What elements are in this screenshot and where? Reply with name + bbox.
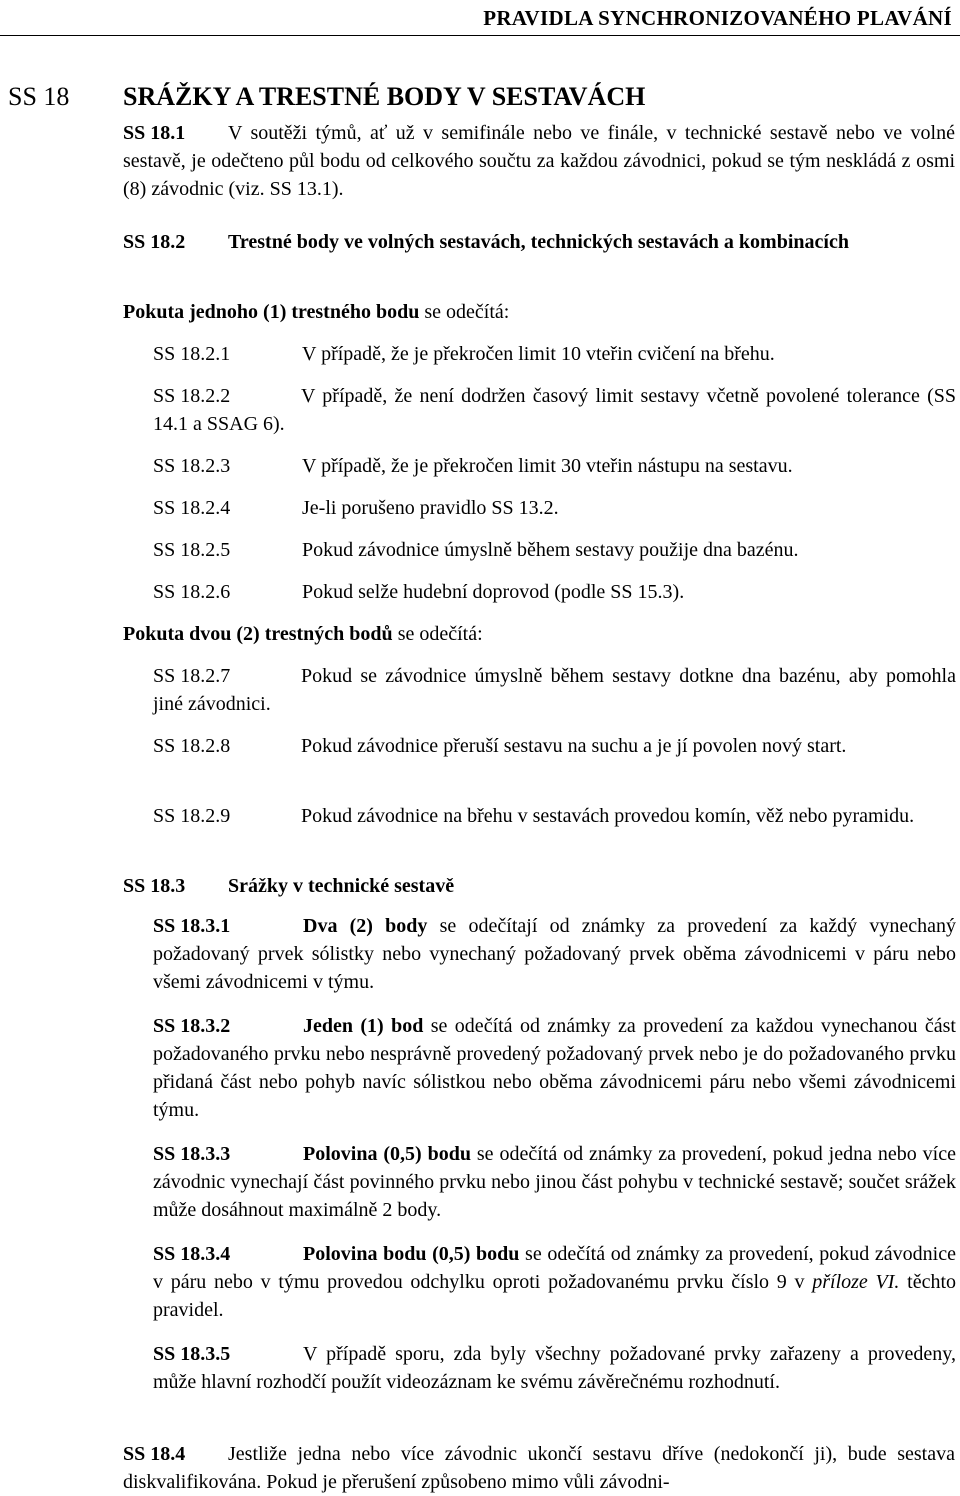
section-title: Trestné body ve volných sestavách, technických sestavách a kombinacích bbox=[228, 231, 849, 253]
section-text: Jestliže jedna nebo více závodnic ukončí sestavu dříve (nedokončí ji), bude sestava diskvalifikována. Pokud je přerušení způsobeno mimo vůli závodni- bbox=[123, 1443, 955, 1493]
page-header: PRAVIDLA SYNCHRONIZOVANÉHO PLAVÁNÍ bbox=[483, 6, 952, 30]
section-number: SS 18.1 bbox=[123, 122, 186, 144]
rule-18-2-2: SS 18.2.2 V případě, že není dodržen časový limit sestavy včetně povolené tolerance (SS 14.1 a SSAG 6). bbox=[153, 385, 956, 435]
rule-18-2-6: SS 18.2.6 Pokud selže hudební doprovod (podle SS 15.3). bbox=[153, 581, 685, 603]
section-title: Srážky v technické sestavě bbox=[228, 875, 455, 897]
section-number: SS 18.4 bbox=[123, 1443, 186, 1465]
section-18-2-heading bbox=[123, 228, 955, 284]
rule-18-2-5: SS 18.2.5 Pokud závodnice úmyslně během sestavy použije dna bazénu. bbox=[153, 539, 799, 561]
rule-18-2-3: SS 18.2.3 V případě, že je překročen limit 30 vteřin nástupu na sestavu. bbox=[153, 455, 793, 477]
rule-18-2-9: SS 18.2.9 Pokud závodnice na břehu v sestavách provedou komín, věž nebo pyramidu. bbox=[153, 805, 915, 827]
rule-18-3-1: SS 18.3.1 Dva (2) body se odečítají od známky za provedení za každý vynechaný požadovaný prvek sólistky nebo vynechaný požadovaný prvek oběma závodnicemi v páru nebo všemi závodnicemi v týmu. bbox=[153, 915, 956, 993]
rule-18-2-7: SS 18.2.7 Pokud se závodnice úmyslně během sestavy dotkne dna bazénu, aby pomohla jiné závodnici. bbox=[153, 665, 956, 715]
header-rule bbox=[0, 35, 960, 36]
penalty-one-point-intro: Pokuta jednoho (1) trestného bodu se odečítá: bbox=[123, 301, 510, 323]
rule-18-2-1: SS 18.2.1 V případě, že je překročen limit 10 vteřin cvičení na břehu. bbox=[153, 343, 775, 365]
rule-18-2-8: SS 18.2.8 Pokud závodnice přeruší sestavu na suchu a je jí povolen nový start. bbox=[153, 735, 847, 757]
section-18-4 bbox=[123, 1440, 955, 1496]
section-text: V soutěži týmů, ať už v semifinále nebo ve finále, v technické sestavě nebo ve volné sestavě, je odečteno půl bodu od celkového součtu za každou závodnici, pokud se tým neskládá z osmi (8) závodnic (viz. SS 13.1). bbox=[123, 122, 955, 200]
section-18-1 bbox=[123, 119, 955, 203]
chapter-title: SRÁŽKY A TRESTNÉ BODY V SESTAVÁCH bbox=[123, 82, 646, 111]
section-18-3-heading bbox=[123, 872, 955, 900]
rule-18-3-3: SS 18.3.3 Polovina (0,5) bodu se odečítá od známky za provedení, pokud jedna nebo více závodnic vynechají část povinného prvku nebo jinou část pohybu v technické sestavě; součet srážek může dosáhnout maximálně 2 body. bbox=[153, 1143, 956, 1221]
rule-18-3-4: SS 18.3.4 Polovina bodu (0,5) bodu se odečítá od známky za provedení, pokud závodnice v páru nebo v týmu provedou odchylku oproti požadovanému prvku číslo 9 v příloze VI. těchto pravidel. bbox=[153, 1243, 957, 1321]
rule-18-3-5: SS 18.3.5 V případě sporu, zda byly všechny požadované prvky zařazeny a provedeny, může hlavní rozhodčí použít videozáznam ke svému závěrečnému rozhodnutí. bbox=[153, 1343, 956, 1393]
rule-18-3-2: SS 18.3.2 Jeden (1) bod se odečítá od známky za provedení za každou vynechanou část požadovaného prvku nebo nesprávně provedený požadovaný prvek nebo je do požadovaného prvku přidaná část nebo pohyb navíc sólistkou nebo oběma závodnicemi páru nebo všemi závodnicemi týmu. bbox=[153, 1015, 956, 1121]
section-number: SS 18.3 bbox=[123, 875, 186, 897]
penalty-two-points-intro: Pokuta dvou (2) trestných bodů se odečítá: bbox=[123, 623, 483, 645]
chapter-number: SS 18 bbox=[8, 82, 70, 111]
section-number: SS 18.2 bbox=[123, 231, 186, 253]
rule-18-2-4: SS 18.2.4 Je-li porušeno pravidlo SS 13.2. bbox=[153, 497, 559, 519]
